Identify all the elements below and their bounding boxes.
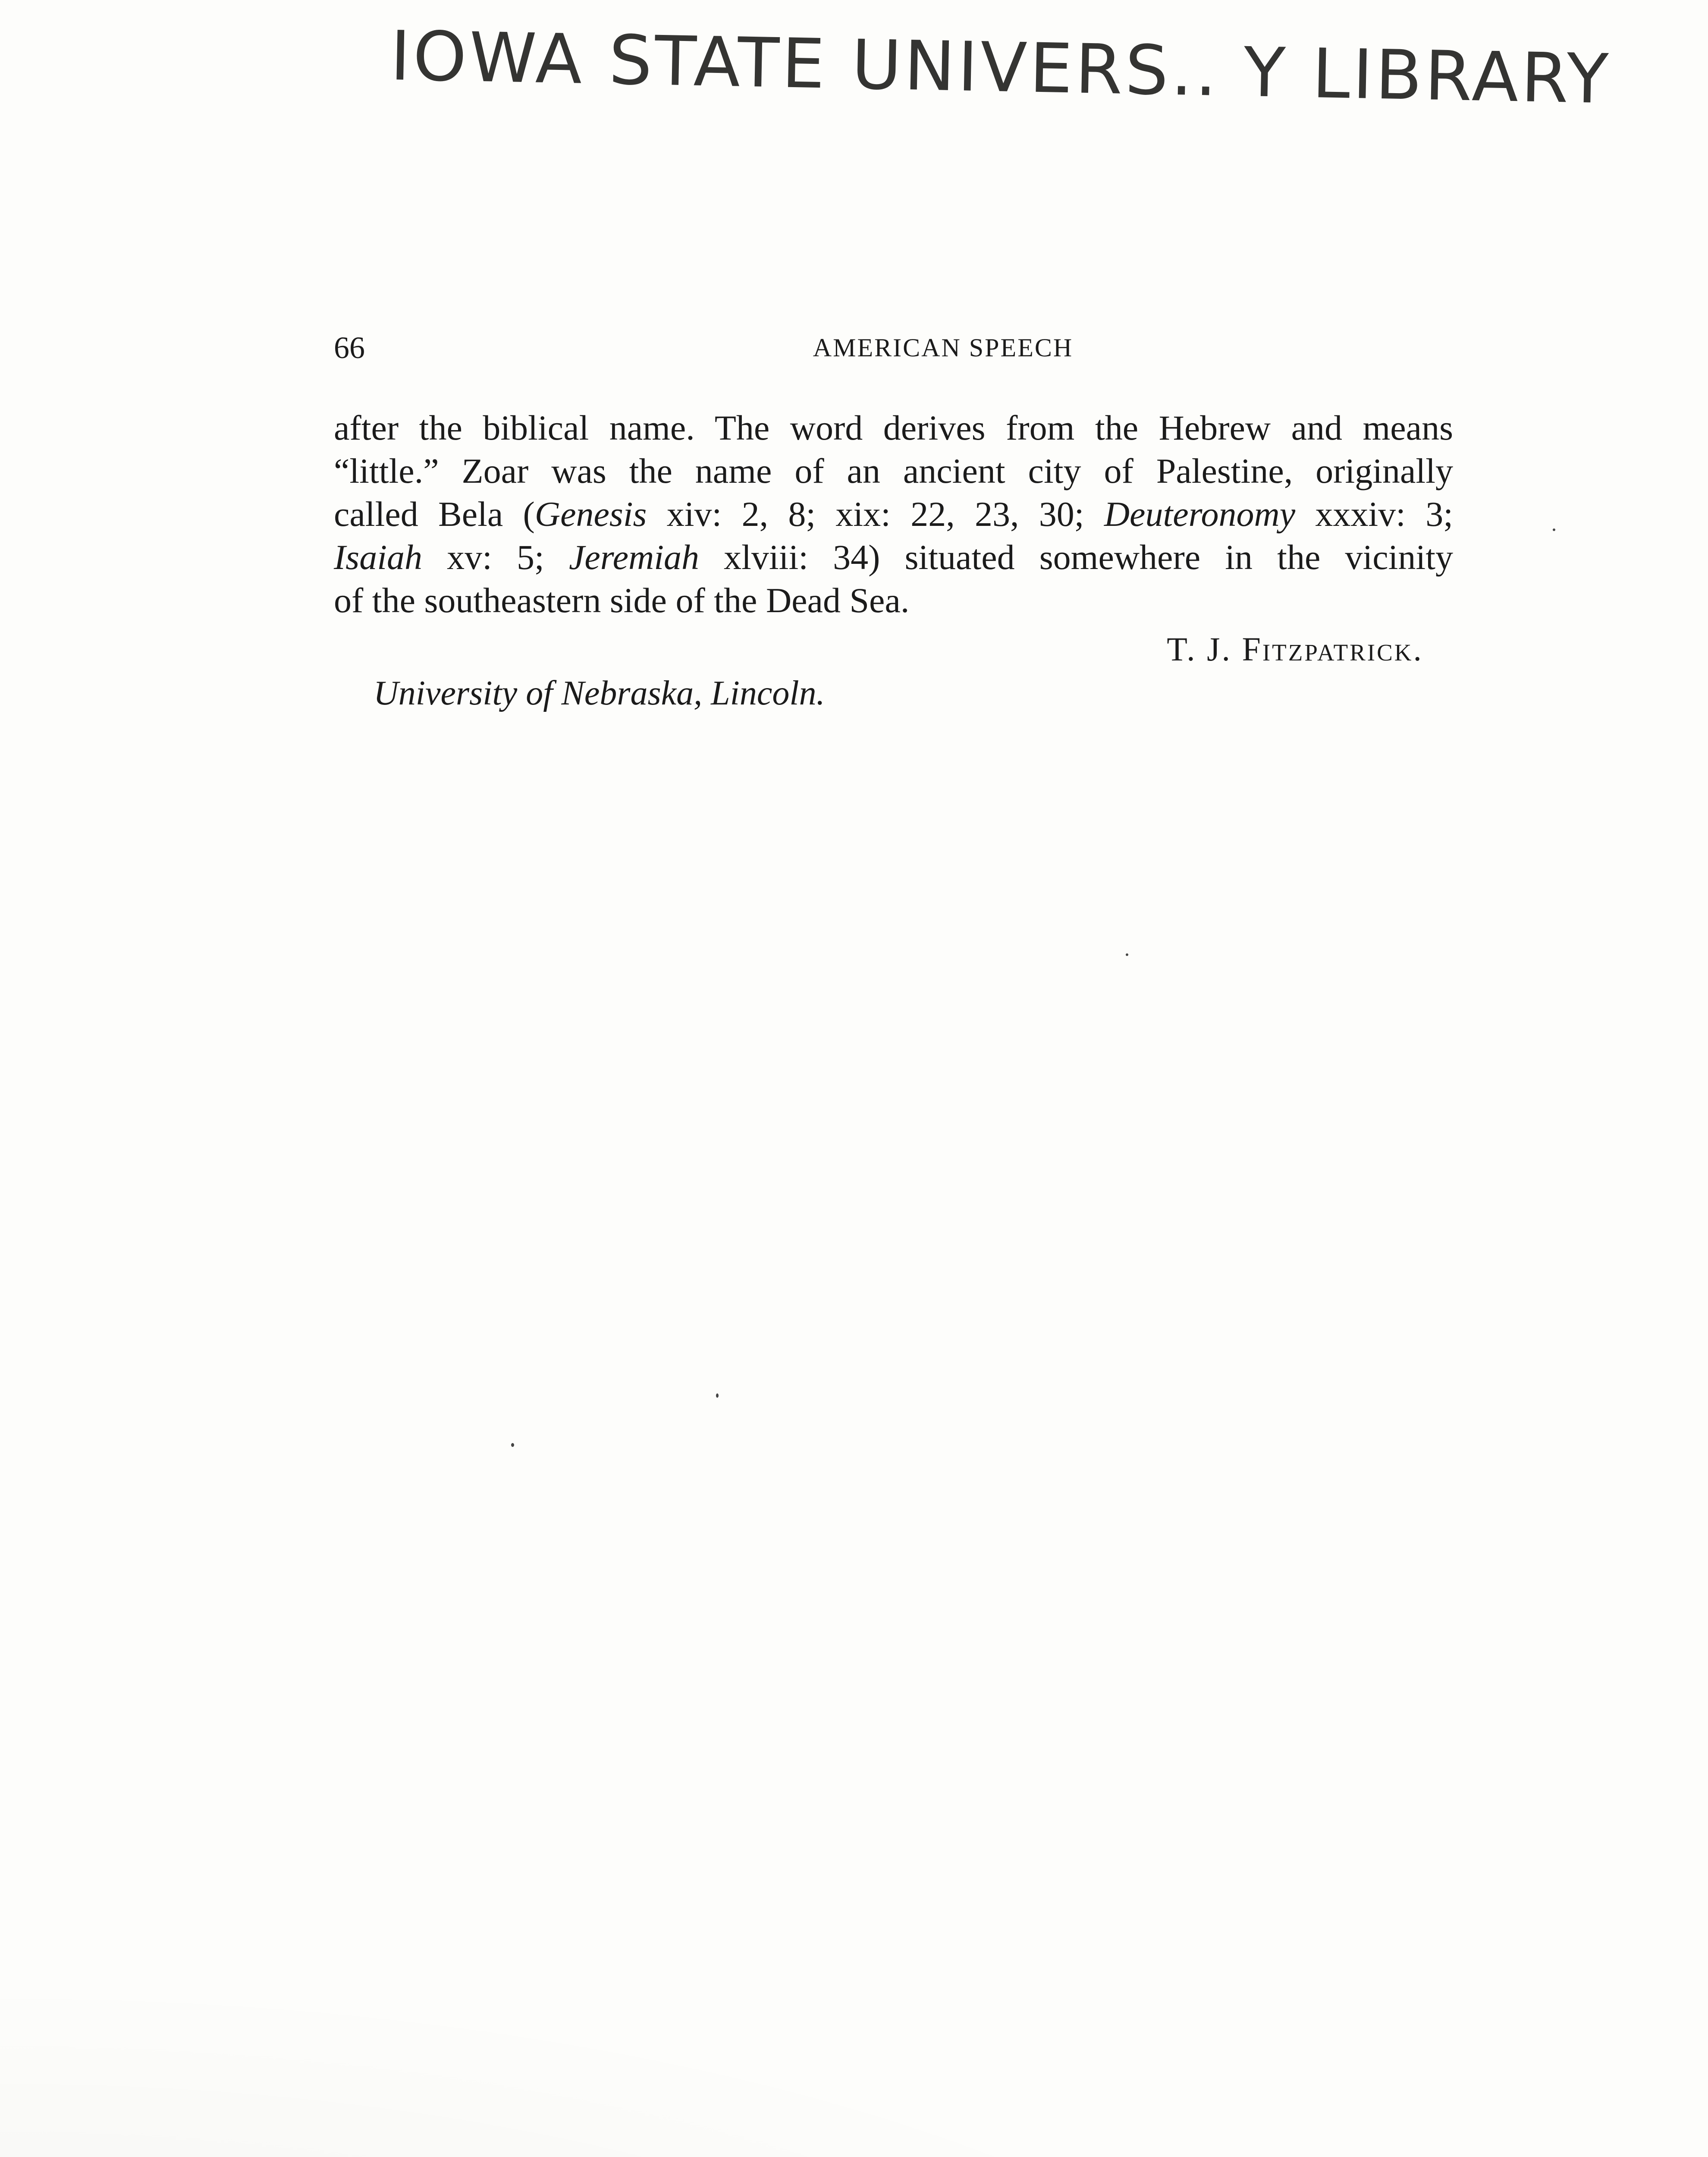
text-segment: xxxiv: 3;	[1295, 494, 1453, 534]
author-affiliation: University of Nebraska, Lincoln.	[374, 674, 825, 712]
page-number: 66	[334, 330, 365, 365]
body-line-5: of the southeastern side of the Dead Sea.	[334, 581, 910, 620]
dust-speck	[1126, 953, 1128, 956]
body-line-4	[334, 536, 1453, 579]
book-title-jeremiah: Jeremiah	[568, 538, 699, 577]
journal-title: AMERICAN SPEECH	[813, 333, 1074, 362]
paper-grain	[0, 1879, 1708, 2157]
dust-speck	[511, 1443, 514, 1447]
book-title-genesis: Genesis	[534, 494, 647, 534]
dust-speck	[716, 1393, 719, 1398]
body-paragraph	[334, 406, 1453, 622]
body-line-1: after the biblical name. The word derives from the Hebrew and means	[334, 408, 1453, 447]
dust-speck	[1553, 528, 1555, 531]
body-line-2: “little.” Zoar was the name of an ancient city of Palestine, originally	[334, 451, 1453, 491]
text-segment: xlviii: 34) situated somewhere in the vicinity	[699, 538, 1453, 577]
text-segment: xv: 5;	[422, 538, 569, 577]
text-segment: xiv: 2, 8; xix: 22, 23, 30;	[647, 494, 1104, 534]
running-head	[334, 326, 1453, 369]
body-line-3	[334, 493, 1453, 536]
text-segment: called Bela (	[334, 494, 535, 534]
library-stamp: IOWA STATE UNIVERS.. Y LIBRARY	[389, 16, 1612, 119]
book-title-isaiah: Isaiah	[334, 538, 422, 577]
author-signature: T. J. Fitzpatrick.	[1167, 630, 1423, 668]
book-title-deuteronomy: Deuteronomy	[1104, 494, 1296, 534]
